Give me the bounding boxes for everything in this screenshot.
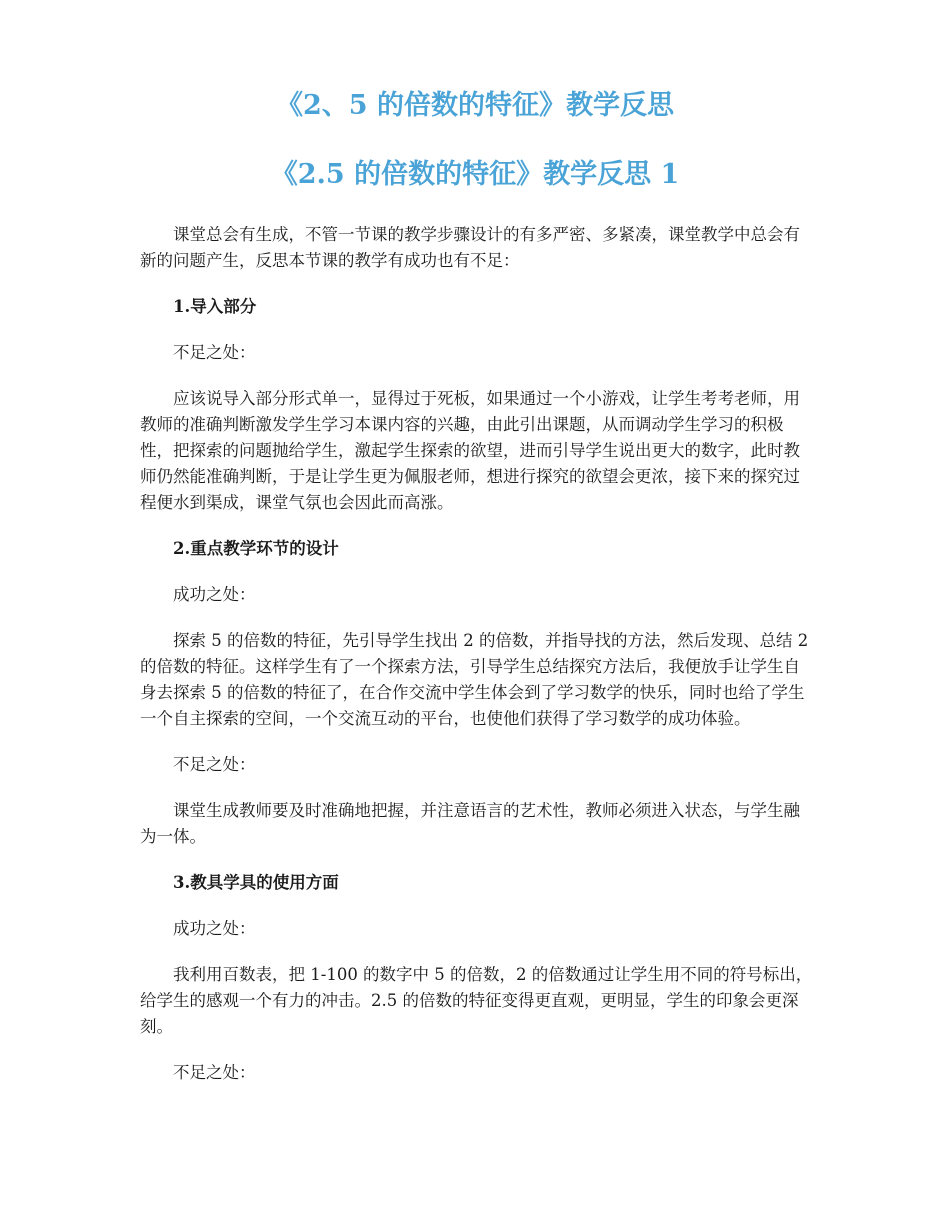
document-body xyxy=(140,222,816,1106)
section-3-label-shortcomings: 不足之处： xyxy=(173,1063,256,1082)
section-3-label-successes: 成功之处： xyxy=(173,919,256,938)
document-subtitle: 《2.5 的倍数的特征》教学反思 1 xyxy=(270,159,680,190)
section-heading-2: 2.重点教学环节的设计 xyxy=(173,539,339,558)
section-1-label-shortcomings: 不足之处： xyxy=(173,343,256,362)
section-2-paragraph-shortcomings: 课堂生成教师要及时准确地把握，并注意语言的艺术性，教师必须进入状态，与学生融为一体。 xyxy=(140,801,800,846)
section-heading-3: 3.教具学具的使用方面 xyxy=(173,873,339,892)
section-2-label-shortcomings: 不足之处： xyxy=(173,755,256,774)
intro-paragraph: 课堂总会有生成，不管一节课的教学步骤设计的有多严密、多紧凑，课堂教学中总会有新的问题产生，反思本节课的教学有成功也有不足： xyxy=(140,225,800,270)
section-2-paragraph-successes: 探索 5 的倍数的特征，先引导学生找出 2 的倍数，并指导找的方法，然后发现、总结 2 的倍数的特征。这样学生有了一个探索方法，引导学生总结探究方法后，我便放手让学生自身去探索 5 的倍数的特征了，在合作交流中学生体会到了学习数学的快乐，同时也给了学生一个自主探索的空间，一个交流互动的平台，也使他们获得了学习数学的成功体验。 xyxy=(140,631,809,728)
section-heading-1: 1.导入部分 xyxy=(173,297,257,316)
section-2-label-successes: 成功之处： xyxy=(173,585,256,604)
section-1-paragraph: 应该说导入部分形式单一，显得过于死板，如果通过一个小游戏，让学生考考老师，用教师的准确判断激发学生学习本课内容的兴趣，由此引出课题，从而调动学生学习的积极性，把探索的问题抛给学生，激起学生探索的欲望，进而引导学生说出更大的数字，此时教师仍然能准确判断，于是让学生更为佩服老师，想进行探究的欲望会更浓，接下来的探究过程便水到渠成，课堂气氛也会因此而高涨。 xyxy=(140,389,800,512)
document-title: 《2、5 的倍数的特征》教学反思 xyxy=(276,90,674,121)
section-3-paragraph-successes: 我利用百数表，把 1-100 的数字中 5 的倍数，2 的倍数通过让学生用不同的符号标出，给学生的感观一个有力的冲击。2.5 的倍数的特征变得更直观，更明显，学生的印象会更深刻。 xyxy=(140,965,813,1036)
